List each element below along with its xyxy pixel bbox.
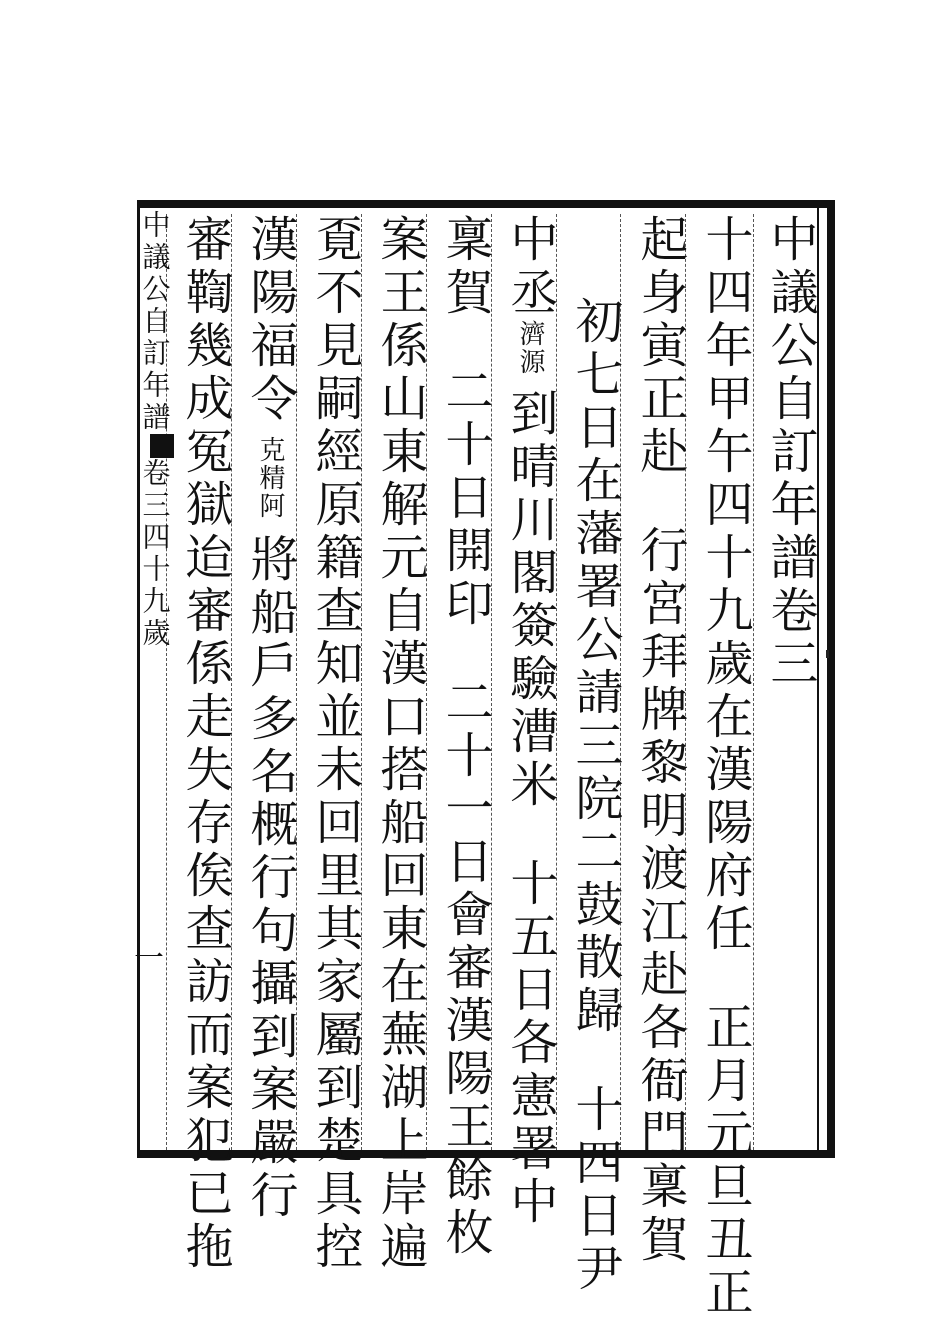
margin-title [140,210,174,770]
text-segment: 十四日尹 [567,1084,623,1296]
text-column-7 [307,214,363,1274]
text-segment: 十四年甲午四十九歲在漢陽府任 [697,214,753,956]
column-rule [753,214,754,1150]
text-segment: 十五日各憲署中 [502,858,558,1229]
interlinear-note: 濟源 [515,320,545,376]
margin-age: 四十九歲 [138,522,172,650]
text-segment: 將船戶多名概行句攝到案嚴行 [242,534,298,1223]
interlinear-note: 克精阿 [255,436,285,520]
text-column-1 [697,214,753,1320]
text-segment: 案王係山東解元自漢口搭船回東在蕪湖上岸遍 [372,214,428,1274]
text-column-9 [177,214,233,1274]
margin-page-number: 一 [134,941,164,976]
text-column-5 [437,214,493,1260]
text-segment: 漢陽福令 [242,214,298,426]
text-column-4 [502,214,558,1229]
text-column-6 [372,214,428,1274]
text-segment: 審鞫幾成冤獄迨審係走失存俟查訪而案犯已拖 [177,214,233,1274]
text-segment: 二十一日會審漢陽王餘枚 [437,677,493,1260]
text-column-2 [632,214,688,1267]
text-segment: 起身寅正赴 [632,214,688,479]
fishtail-mark-icon [150,434,174,458]
text-segment: 正月元旦丑正 [697,1002,753,1320]
text-segment: 中丞 [502,214,558,320]
text-segment: 行宮拜牌黎明渡江赴各衙門稟賀 [632,525,688,1267]
margin-book-title: 中議公自訂年譜 [138,210,172,434]
edge-mark [826,650,829,658]
text-segment: 初七日在藩署公請三院二鼓散歸 [567,296,623,1038]
page-title [762,214,818,1154]
text-segment: 稟賀 [437,214,493,320]
text-segment: 到晴川閣簽驗漕米 [502,388,558,812]
text-segment: 覔不見嗣經原籍查知並未回里其家屬到楚具控 [307,214,363,1274]
text-column-8 [242,214,298,1223]
text-column-3 [567,296,623,1296]
page-title-text: 中議公自訂年譜卷三 [762,214,818,691]
text-segment: 二十日開印 [437,366,493,631]
margin-volume: 卷三 [138,458,172,522]
